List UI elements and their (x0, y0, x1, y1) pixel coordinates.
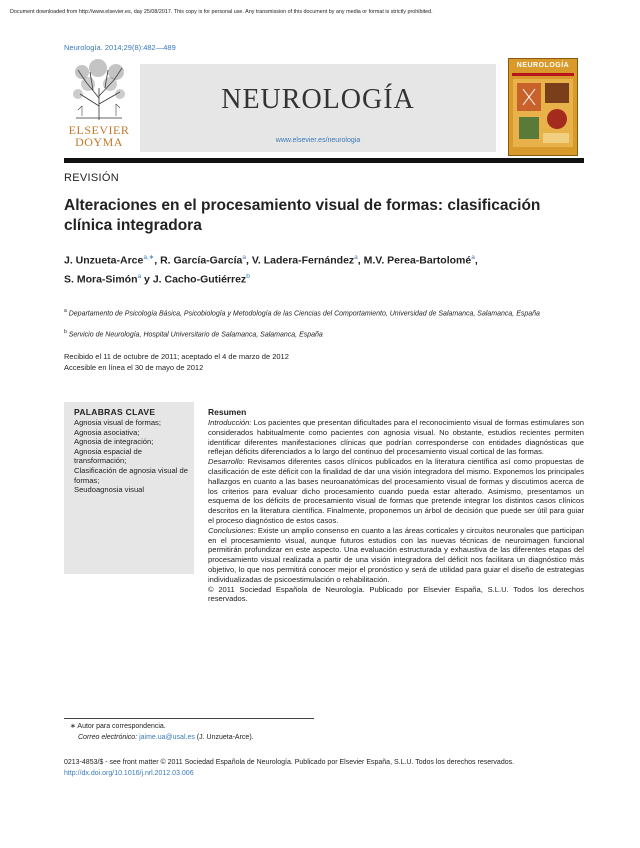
elsevier-logo (64, 58, 134, 154)
correspondence-footnote (64, 722, 254, 743)
cover-title: NEUROLOGÍA (516, 62, 570, 69)
journal-citation[interactable]: Neurología. 2014;29(8):482—489 (64, 43, 176, 52)
header-divider (64, 158, 584, 163)
author-affiliation-marker[interactable]: a (137, 272, 142, 280)
cover-band (512, 73, 574, 76)
doi-link[interactable]: http://dx.doi.org/10.1016/j.nrl.2012.03.006 (64, 769, 194, 777)
logo-line-elsevier: ELSEVIER (68, 123, 130, 137)
journal-banner (140, 64, 496, 152)
author-name: V. Ladera-Fernández (251, 254, 355, 267)
author-separator: , (154, 254, 161, 267)
journal-cover-image (508, 58, 578, 156)
issn-line: 0213-4853/$ - see front matter © 2011 Sociedad Española de Neurología. Publicado por Elsevier España, S.L.U. Todos los derechos reservados. (64, 759, 515, 766)
keyword-item: Agnosia espacial de transformación; (74, 446, 142, 466)
author-separator: , (474, 254, 478, 267)
abstract-text: Revisamos diferentes casos clínicos publicados en la literatura científica así como propuestas de clasificación de este déficit con la finalidad de dar una visión integradora del mismo. Exponemos los principales hallazgos en cuanto a las bases neuroanatómicas del procesamiento visual de formas y discutimos acerca de los criterios para evaluar dicho procesamiento cuando pueda estar alterado. Asimismo, presentamos un esquema de los déficits de procesamiento visual de formas que pretende integrar los distintos casos clínicos descritos en la literatura científica. Finalmente, proponemos un árbol de decisión que puede ser útil para guiar el proceso diagnóstico de estos casos. (208, 457, 584, 525)
received-date: Recibido el 11 de octubre de 2011; aceptado el 4 de marzo de 2012 (64, 352, 289, 361)
author-name: M.V. Perea-Bartolomé (363, 254, 472, 267)
keyword-item: Agnosia asociativa; (74, 427, 140, 437)
keyword-item: Seudoagnosia visual (74, 485, 145, 495)
article-dates (64, 351, 289, 373)
author-note: ∗ Autor para correspondencia. (70, 723, 166, 730)
author-name: J. Unzueta-Arce (64, 254, 144, 267)
page-footer (64, 758, 514, 779)
journal-title: NEUROLOGÍA (221, 84, 415, 115)
author-affiliation-marker[interactable]: b (246, 272, 250, 280)
author-name: J. Cacho-Gutiérrez (152, 273, 247, 285)
abstract-text: Los pacientes que presentan dificultades para el reconocimiento visual de formas estimulares son considerados habitualmente como pacientes con agnosia visual. No obstante, estudios recientes permiten identificar diferentes manifestaciones clínicas que podrían corresponderse con entidades diagnósticas que reflejan déficits diferenciados a lo largo del continuo del procesamiento visual cortical de las formas. (208, 418, 584, 457)
footnote-divider (64, 718, 314, 719)
keywords-box (64, 402, 194, 574)
author-affiliation-marker[interactable]: a (242, 254, 246, 261)
logo-line-doyma: DOYMA (75, 135, 123, 149)
tree-icon (68, 58, 130, 122)
email-label: Correo electrónico: (78, 733, 138, 741)
keyword-item: Agnosia de integración; (74, 437, 154, 447)
author-affiliation-marker[interactable]: a,∗ (143, 254, 155, 261)
abstract-body (208, 418, 584, 604)
author-name: S. Mora-Simón (64, 273, 138, 285)
email-owner: (J. Unzueta-Arce). (196, 733, 254, 741)
keywords-list (74, 418, 189, 495)
email-link[interactable]: jaime.ua@usal.es (139, 733, 195, 741)
abstract-paragraph-conclusions (208, 526, 584, 585)
affiliation-marker: a (64, 308, 67, 314)
article-title: Alteraciones en el procesamiento visual de formas: clasificación clínica integradora (64, 197, 541, 234)
affiliation-text: Departamento de Psicología Básica, Psicobiología y Metodología de las Ciencias del Comportamiento, Universidad de Salamanca, Salamanca, España (68, 310, 540, 318)
copyright-text: © 2011 Sociedad Española de Neurología. Publicado por Elsevier España, S.L.U. Todos los derechos reservados. (208, 584, 584, 604)
abstract-heading: Resumen (208, 407, 247, 417)
abstract-copyright (208, 585, 584, 605)
affiliation-b (64, 327, 584, 340)
affiliation-marker: b (64, 329, 67, 335)
abstract-paragraph-development (208, 457, 584, 526)
keywords-heading: PALABRAS CLAVE (74, 407, 156, 417)
abstract-label: Conclusiones: (208, 525, 256, 535)
online-date: Accesible en línea el 30 de mayo de 2012 (64, 363, 204, 372)
author-separator: y (141, 273, 153, 285)
affiliation-text: Servicio de Neurología, Hospital Universitario de Salamanca, Salamanca, España (68, 331, 323, 339)
affiliation-a (64, 306, 584, 319)
abstract-paragraph-intro (208, 418, 584, 457)
author-separator: , (357, 254, 364, 267)
author-affiliation-marker[interactable]: a (354, 254, 358, 261)
abstract-label: Desarrollo: (208, 457, 245, 467)
abstract-label: Introducción: (208, 418, 252, 427)
keyword-item: Clasificación de agnosia visual de formas; (74, 465, 188, 485)
abstract-text: Existe un amplio consenso en cuanto a las áreas corticales y circuitos neuronales que participan en el procesamiento visual, aunque futuros estudios con las nuevas técnicas de neuroimagen funcional permitirán profundizar en este aspecto. Una evaluación estructurada y exhaustiva de las diferentes etapas del procesamiento visual realizada a partir de una visión integradora del déficit nos facilitara un diagnóstico más objetivo, lo que nos permitirá conocer mejor el pronóstico y será de utilidad para guiar el diseño de estrategias individualizadas de psicoestimulación o rehabilitación. (208, 525, 584, 584)
journal-url-link[interactable]: www.elsevier.es/neurologia (275, 137, 361, 144)
section-label: REVISIÓN (64, 172, 119, 184)
cover-art-icon (513, 79, 573, 147)
author-affiliation-marker[interactable]: a (471, 254, 475, 261)
download-notice: Document downloaded from http://www.elsevier.es, day 25/08/2017. This copy is for personal use. Any transmission of this document by any media or format is strictly prohibited. (10, 9, 433, 15)
author-list (64, 250, 584, 287)
author-separator: , (246, 254, 252, 267)
author-name: R. García-García (160, 254, 243, 267)
keyword-item: Agnosia visual de formas; (74, 418, 161, 427)
